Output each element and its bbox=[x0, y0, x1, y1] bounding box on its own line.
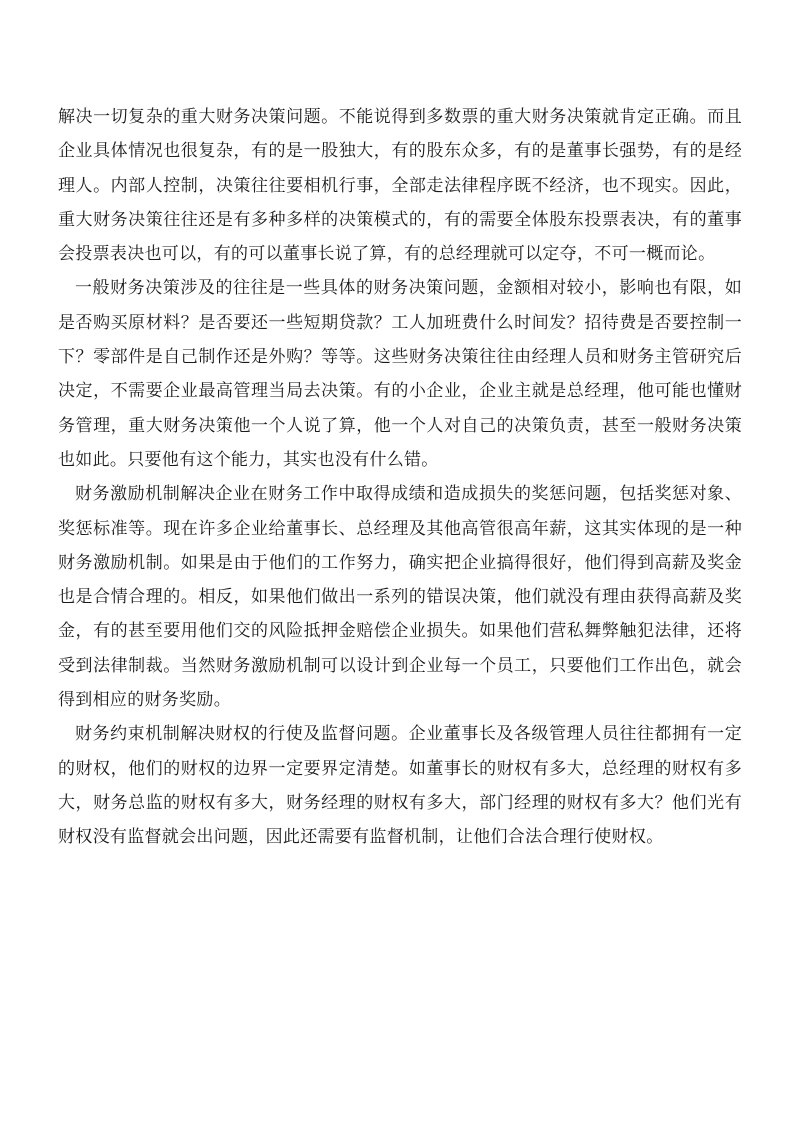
paragraph-financial-constraint-mechanism: 财务约束机制解决财权的行使及监督问题。企业董事长及各级管理人员往往都拥有一定的财权，他们的财权的边界一定要界定清楚。如董事长的财权有多大，总经理的财权有多大，财务总监的财权有多大，财务经理的财权有多大，部门经理的财权有多大？他们光有财权没有监督就会出问题，因此还需要有监督机制，让他们合法合理行使财权。 bbox=[58, 724, 742, 848]
paragraph-general-financial-decisions: 一般财务决策涉及的往往是一些具体的财务决策问题，金额相对较小，影响也有限，如是否购买原材料？是否要还一些短期贷款？工人加班费什么时间发？招待费是否要控制一下？零部件是自己制作还是外购？等等。这些财务决策往往由经理人员和财务主管研究后决定，不需要企业最高管理当局去决策。有的小企业，企业主就是总经理，他可能也懂财务管理，重大财务决策他一个人说了算，他一个人对自己的决策负责，甚至一般财务决策也如此。只要他有这个能力，其实也没有什么错。 bbox=[58, 278, 742, 470]
paragraph-decision-modes: 解决一切复杂的重大财务决策问题。不能说得到多数票的重大财务决策就肯定正确。而且企业具体情况也很复杂，有的是一股独大，有的股东众多，有的是董事长强势，有的是经理人。内部人控制，决策往往要相机行事，全部走法律程序既不经济，也不现实。因此，重大财务决策往往还是有多种多样的决策模式的，有的需要全体股东投票表决，有的董事会投票表决也可以，有的可以董事长说了算，有的总经理就可以定夺，不可一概而论。 bbox=[58, 107, 742, 265]
paragraph-financial-incentive-mechanism: 财务激励机制解决企业在财务工作中取得成绩和造成损失的奖惩问题，包括奖惩对象、奖惩标准等。现在许多企业给董事长、总经理及其他高管很高年薪，这其实体现的是一种财务激励机制。如果是由于他们的工作努力，确实把企业搞得很好，他们得到高薪及奖金也是合情合理的。相反，如果他们做出一系列的错误决策，他们就没有理由获得高薪及奖金，有的甚至要用他们交的风险抵押金赔偿企业损失。如果他们营私舞弊触犯法律，还将受到法律制裁。当然财务激励机制可以设计到企业每一个员工，只要他们工作出色，就会得到相应的财务奖励。 bbox=[58, 484, 742, 711]
document-body bbox=[58, 100, 742, 855]
